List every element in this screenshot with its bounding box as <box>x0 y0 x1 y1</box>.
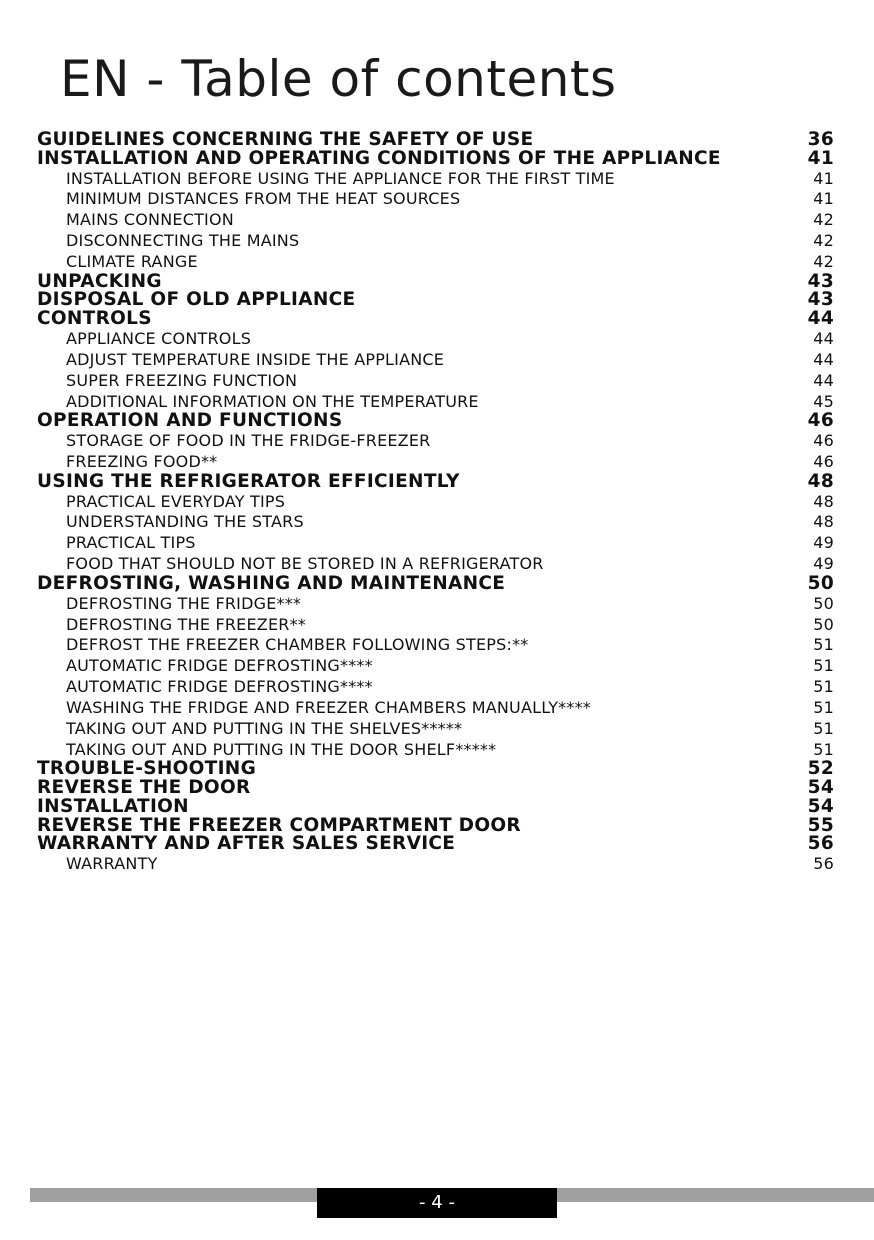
toc-section-entry[interactable] <box>37 778 834 797</box>
toc-entry-page: 56 <box>813 854 834 874</box>
toc-subsection-entry[interactable] <box>37 168 834 189</box>
toc-subsection-entry[interactable] <box>37 634 834 655</box>
toc-subsection-entry[interactable] <box>37 430 834 451</box>
toc-entry-label: REVERSE THE DOOR <box>37 778 251 799</box>
toc-entry-label: WASHING THE FRIDGE AND FREEZER CHAMBERS MANUALLY**** <box>66 697 591 717</box>
toc-entry-page: 46 <box>807 410 834 432</box>
toc-subsection-entry[interactable] <box>37 697 834 718</box>
toc-section-entry[interactable] <box>37 149 834 168</box>
table-of-contents <box>37 130 834 874</box>
toc-section-entry[interactable] <box>37 272 834 291</box>
toc-subsection-entry[interactable] <box>37 853 834 874</box>
toc-entry-label: STORAGE OF FOOD IN THE FRIDGE-FREEZER <box>66 431 431 451</box>
toc-entry-page: 43 <box>807 289 834 311</box>
toc-entry-label: FREEZING FOOD** <box>66 451 218 471</box>
toc-entry-page: 48 <box>813 512 834 532</box>
toc-entry-label: APPLIANCE CONTROLS <box>66 328 252 348</box>
toc-entry-page: 51 <box>813 635 834 655</box>
toc-entry-page: 41 <box>813 168 834 188</box>
toc-entry-label: PRACTICAL TIPS <box>66 533 196 553</box>
toc-entry-page: 51 <box>813 656 834 676</box>
toc-entry-label: AUTOMATIC FRIDGE DEFROSTING**** <box>66 677 373 697</box>
toc-entry-page: 42 <box>813 251 834 271</box>
toc-entry-label: DEFROST THE FREEZER CHAMBER FOLLOWING STEPS:** <box>66 635 529 655</box>
toc-section-entry[interactable] <box>37 834 834 853</box>
toc-subsection-entry[interactable] <box>37 349 834 370</box>
toc-subsection-entry[interactable] <box>37 718 834 739</box>
toc-subsection-entry[interactable] <box>37 511 834 532</box>
toc-entry-label: AUTOMATIC FRIDGE DEFROSTING**** <box>66 656 373 676</box>
toc-entry-page: 44 <box>813 328 834 348</box>
toc-entry-page: 44 <box>813 349 834 369</box>
toc-entry-page: 54 <box>807 777 834 799</box>
toc-section-entry[interactable] <box>37 816 834 835</box>
toc-entry-page: 44 <box>813 370 834 390</box>
toc-entry-page: 41 <box>807 147 834 169</box>
toc-subsection-entry[interactable] <box>37 230 834 251</box>
toc-entry-page: 49 <box>813 533 834 553</box>
toc-entry-label: MAINS CONNECTION <box>66 210 234 230</box>
toc-entry-label: DEFROSTING THE FREEZER** <box>66 614 306 634</box>
toc-section-entry[interactable] <box>37 130 834 149</box>
toc-entry-label: WARRANTY <box>66 854 158 874</box>
toc-subsection-entry[interactable] <box>37 676 834 697</box>
toc-entry-page: 42 <box>813 210 834 230</box>
toc-entry-label: ADJUST TEMPERATURE INSIDE THE APPLIANCE <box>66 349 445 369</box>
toc-entry-label: OPERATION AND FUNCTIONS <box>37 411 343 432</box>
toc-entry-label: UNPACKING <box>37 271 162 292</box>
toc-entry-label: WARRANTY AND AFTER SALES SERVICE <box>37 834 456 855</box>
toc-entry-label: INSTALLATION <box>37 796 189 817</box>
toc-entry-page: 44 <box>807 308 834 330</box>
toc-entry-page: 45 <box>813 391 834 411</box>
toc-entry-page: 55 <box>807 814 834 836</box>
toc-entry-page: 50 <box>813 614 834 634</box>
toc-entry-page: 48 <box>807 470 834 492</box>
toc-subsection-entry[interactable] <box>37 188 834 209</box>
toc-entry-page: 42 <box>813 231 834 251</box>
toc-section-entry[interactable] <box>37 574 834 593</box>
toc-section-entry[interactable] <box>37 472 834 491</box>
toc-subsection-entry[interactable] <box>37 593 834 614</box>
toc-subsection-entry[interactable] <box>37 251 834 272</box>
toc-section-entry[interactable] <box>37 290 834 309</box>
toc-entry-page: 51 <box>813 718 834 738</box>
toc-entry-page: 56 <box>807 833 834 855</box>
toc-entry-label: UNDERSTANDING THE STARS <box>66 512 304 532</box>
toc-subsection-entry[interactable] <box>37 209 834 230</box>
toc-subsection-entry[interactable] <box>37 655 834 676</box>
toc-entry-label: REVERSE THE FREEZER COMPARTMENT DOOR <box>37 815 521 836</box>
toc-entry-label: INSTALLATION BEFORE USING THE APPLIANCE FOR THE FIRST TIME <box>66 168 615 188</box>
toc-entry-page: 51 <box>813 697 834 717</box>
toc-entry-label: FOOD THAT SHOULD NOT BE STORED IN A REFRIGERATOR <box>66 554 544 574</box>
toc-entry-label: USING THE REFRIGERATOR EFFICIENTLY <box>37 471 460 492</box>
footer-page-number: - 4 - <box>317 1188 557 1218</box>
toc-subsection-entry[interactable] <box>37 328 834 349</box>
toc-entry-label: ADDITIONAL INFORMATION ON THE TEMPERATURE <box>66 391 479 411</box>
toc-entry-page: 51 <box>813 739 834 759</box>
toc-entry-page: 43 <box>807 270 834 292</box>
page-title: EN - Table of contents <box>60 50 617 108</box>
toc-entry-page: 36 <box>807 129 834 150</box>
toc-entry-page: 54 <box>807 795 834 817</box>
toc-entry-label: DEFROSTING, WASHING AND MAINTENANCE <box>37 573 506 594</box>
toc-section-entry[interactable] <box>37 309 834 328</box>
toc-entry-label: TROUBLE-SHOOTING <box>37 759 257 780</box>
toc-entry-label: TAKING OUT AND PUTTING IN THE SHELVES***** <box>66 718 463 738</box>
toc-entry-label: DISPOSAL OF OLD APPLIANCE <box>37 290 356 311</box>
toc-entry-label: GUIDELINES CONCERNING THE SAFETY OF USE <box>37 130 534 150</box>
toc-section-entry[interactable] <box>37 411 834 430</box>
toc-entry-label: DEFROSTING THE FRIDGE*** <box>66 593 302 613</box>
toc-subsection-entry[interactable] <box>37 553 834 574</box>
toc-entry-page: 52 <box>807 758 834 780</box>
toc-entry-page: 46 <box>813 451 834 471</box>
toc-subsection-entry[interactable] <box>37 391 834 412</box>
toc-subsection-entry[interactable] <box>37 532 834 553</box>
toc-entry-label: PRACTICAL EVERYDAY TIPS <box>66 491 286 511</box>
toc-section-entry[interactable] <box>37 797 834 816</box>
toc-entry-label: SUPER FREEZING FUNCTION <box>66 370 298 390</box>
toc-subsection-entry[interactable] <box>37 491 834 512</box>
toc-entry-page: 41 <box>813 189 834 209</box>
toc-entry-label: CONTROLS <box>37 309 152 330</box>
toc-section-entry[interactable] <box>37 759 834 778</box>
toc-subsection-entry[interactable] <box>37 614 834 635</box>
toc-entry-label: DISCONNECTING THE MAINS <box>66 231 300 251</box>
toc-entry-label: TAKING OUT AND PUTTING IN THE DOOR SHELF***** <box>66 739 497 759</box>
toc-entry-page: 50 <box>807 572 834 594</box>
toc-subsection-entry[interactable] <box>37 739 834 760</box>
toc-entry-page: 46 <box>813 431 834 451</box>
toc-entry-page: 49 <box>813 554 834 574</box>
toc-entry-label: CLIMATE RANGE <box>66 251 198 271</box>
toc-entry-label: MINIMUM DISTANCES FROM THE HEAT SOURCES <box>66 189 461 209</box>
toc-entry-page: 51 <box>813 677 834 697</box>
toc-subsection-entry[interactable] <box>37 451 834 472</box>
toc-entry-label: INSTALLATION AND OPERATING CONDITIONS OF THE APPLIANCE <box>37 148 721 169</box>
toc-entry-page: 50 <box>813 593 834 613</box>
toc-subsection-entry[interactable] <box>37 370 834 391</box>
toc-entry-page: 48 <box>813 491 834 511</box>
